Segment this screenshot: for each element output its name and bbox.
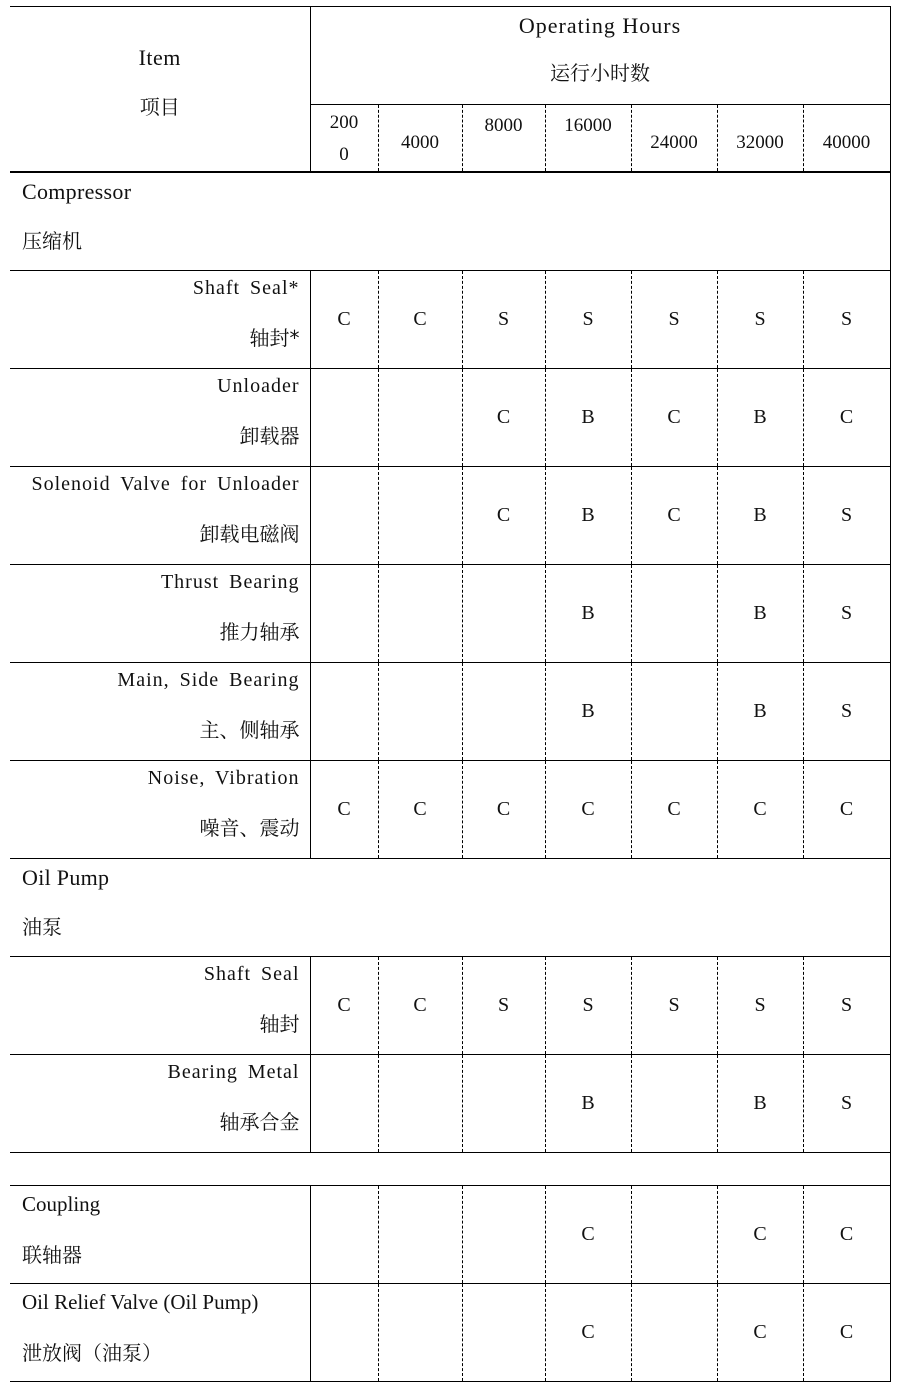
row-item-label-zh: 卸载器	[239, 423, 300, 448]
row-item-label	[10, 956, 310, 1054]
schedule-cell: B	[545, 662, 631, 760]
schedule-cell	[378, 1185, 462, 1283]
row-item-label	[10, 270, 310, 368]
schedule-cell: C	[378, 270, 462, 368]
table-row	[10, 1054, 890, 1152]
schedule-cell: B	[717, 466, 803, 564]
schedule-cell	[378, 368, 462, 466]
schedule-cell: C	[462, 368, 545, 466]
hours-cell	[310, 105, 378, 173]
schedule-cell: S	[803, 662, 890, 760]
schedule-cell: C	[545, 760, 631, 858]
schedule-cell: B	[717, 1054, 803, 1152]
row-item-label-en: Main, Side Bearing	[117, 668, 300, 691]
schedule-cell: S	[631, 270, 717, 368]
schedule-cell: C	[717, 1283, 803, 1381]
schedule-cell	[310, 662, 378, 760]
schedule-cell: S	[631, 956, 717, 1054]
row-item-label-zh: 推力轴承	[219, 619, 300, 644]
row-item-label-zh: 联轴器	[22, 1242, 82, 1267]
schedule-cell: S	[545, 956, 631, 1054]
hours-label: 200	[329, 112, 359, 133]
hours-label: 0	[339, 144, 349, 165]
schedule-cell: S	[462, 956, 545, 1054]
category-label-zh: 油泵	[22, 914, 62, 939]
schedule-cell: S	[803, 564, 890, 662]
schedule-cell: B	[717, 662, 803, 760]
row-item-label-zh: 轴封*	[249, 325, 300, 350]
schedule-cell	[378, 1054, 462, 1152]
hours-cell: 16000	[545, 105, 631, 173]
category-label	[10, 172, 890, 270]
schedule-cell	[310, 1054, 378, 1152]
row-item-label	[10, 466, 310, 564]
schedule-cell	[462, 1185, 545, 1283]
schedule-cell: C	[631, 466, 717, 564]
category-row	[10, 172, 890, 270]
row-item-label	[10, 564, 310, 662]
schedule-cell	[310, 564, 378, 662]
schedule-cell: C	[310, 956, 378, 1054]
schedule-cell: C	[631, 760, 717, 858]
row-item-label	[10, 368, 310, 466]
schedule-cell: C	[717, 1185, 803, 1283]
row-item-label-en: Thrust Bearing	[160, 570, 300, 593]
schedule-cell	[462, 1054, 545, 1152]
item-header-en: Item	[138, 45, 181, 70]
row-item-label	[10, 662, 310, 760]
schedule-cell	[310, 368, 378, 466]
schedule-cell: S	[803, 1054, 890, 1152]
table-row	[10, 368, 890, 466]
maintenance-table	[10, 6, 891, 1382]
schedule-cell: B	[717, 564, 803, 662]
schedule-cell	[462, 1283, 545, 1381]
schedule-cell: C	[462, 466, 545, 564]
schedule-cell: B	[545, 1054, 631, 1152]
item-header-zh: 项目	[139, 95, 180, 119]
hours-cell: 32000	[717, 105, 803, 173]
schedule-cell: S	[803, 956, 890, 1054]
row-item-label-en: Bearing Metal	[167, 1060, 300, 1083]
schedule-cell: B	[545, 564, 631, 662]
schedule-cell	[631, 564, 717, 662]
row-item-label-en: Solenoid Valve for Unloader	[31, 472, 300, 495]
operating-hours-header-en: Operating Hours	[518, 13, 682, 38]
row-item-label-zh: 泄放阀（油泵）	[22, 1340, 162, 1365]
schedule-cell: C	[545, 1185, 631, 1283]
table-row	[10, 466, 890, 564]
row-item-label-zh: 噪音、震动	[199, 815, 300, 840]
hours-cell: 24000	[631, 105, 717, 173]
table-row	[10, 1283, 890, 1381]
schedule-cell	[462, 564, 545, 662]
hours-cell: 40000	[803, 105, 890, 173]
schedule-cell: S	[545, 270, 631, 368]
schedule-cell	[462, 662, 545, 760]
schedule-cell: S	[803, 466, 890, 564]
category-label	[10, 858, 890, 956]
schedule-cell	[310, 1283, 378, 1381]
schedule-cell: C	[803, 760, 890, 858]
row-item-label-zh: 轴承合金	[219, 1109, 300, 1134]
schedule-cell: C	[462, 760, 545, 858]
schedule-cell: C	[378, 760, 462, 858]
schedule-cell	[378, 662, 462, 760]
schedule-cell: C	[803, 1283, 890, 1381]
table-row	[10, 1185, 890, 1283]
category-label-zh: 压缩机	[22, 229, 82, 253]
schedule-cell: S	[717, 956, 803, 1054]
schedule-cell	[378, 1283, 462, 1381]
spacer-cell	[10, 1152, 890, 1185]
category-label-en: Oil Pump	[22, 864, 110, 890]
table-row	[10, 956, 890, 1054]
schedule-cell: B	[545, 466, 631, 564]
row-item-label-en: Unloader	[217, 374, 300, 397]
schedule-cell: C	[717, 760, 803, 858]
table-row	[10, 270, 890, 368]
schedule-cell	[631, 1185, 717, 1283]
row-item-label-en: Oil Relief Valve (Oil Pump)	[22, 1289, 259, 1314]
schedule-cell: B	[717, 368, 803, 466]
schedule-cell: C	[803, 368, 890, 466]
operating-hours-header-zh: 运行小时数	[550, 61, 651, 85]
schedule-cell	[310, 466, 378, 564]
row-item-label	[10, 1283, 310, 1381]
spacer-row	[10, 1152, 890, 1185]
operating-hours-header	[310, 7, 890, 105]
item-header	[10, 7, 310, 173]
table-row	[10, 760, 890, 858]
schedule-cell: C	[310, 760, 378, 858]
table-row	[10, 564, 890, 662]
schedule-cell: S	[462, 270, 545, 368]
schedule-cell	[378, 466, 462, 564]
row-item-label-zh: 轴封	[259, 1011, 300, 1036]
schedule-cell	[378, 564, 462, 662]
row-item-label	[10, 1054, 310, 1152]
row-item-label	[10, 760, 310, 858]
schedule-cell: C	[545, 1283, 631, 1381]
maintenance-schedule	[10, 6, 890, 1382]
schedule-cell: C	[310, 270, 378, 368]
row-item-label-en: Coupling	[22, 1191, 101, 1216]
schedule-cell: C	[631, 368, 717, 466]
schedule-cell	[310, 1185, 378, 1283]
schedule-cell: S	[803, 270, 890, 368]
schedule-cell	[631, 1283, 717, 1381]
schedule-cell: C	[803, 1185, 890, 1283]
schedule-cell: C	[378, 956, 462, 1054]
schedule-cell: S	[717, 270, 803, 368]
category-label-en: Compressor	[22, 179, 132, 204]
row-item-label	[10, 1185, 310, 1283]
schedule-cell	[631, 662, 717, 760]
row-item-label-zh: 卸载电磁阀	[199, 521, 300, 546]
table-row	[10, 662, 890, 760]
hours-cell: 8000	[462, 105, 545, 173]
row-item-label-en: Noise, Vibration	[147, 766, 300, 789]
row-item-label-zh: 主、侧轴承	[199, 717, 300, 742]
row-item-label-en: Shaft Seal*	[192, 276, 300, 299]
hours-cell: 4000	[378, 105, 462, 173]
schedule-cell	[631, 1054, 717, 1152]
row-item-label-en: Shaft Seal	[203, 962, 300, 985]
category-row	[10, 858, 890, 956]
schedule-cell: B	[545, 368, 631, 466]
